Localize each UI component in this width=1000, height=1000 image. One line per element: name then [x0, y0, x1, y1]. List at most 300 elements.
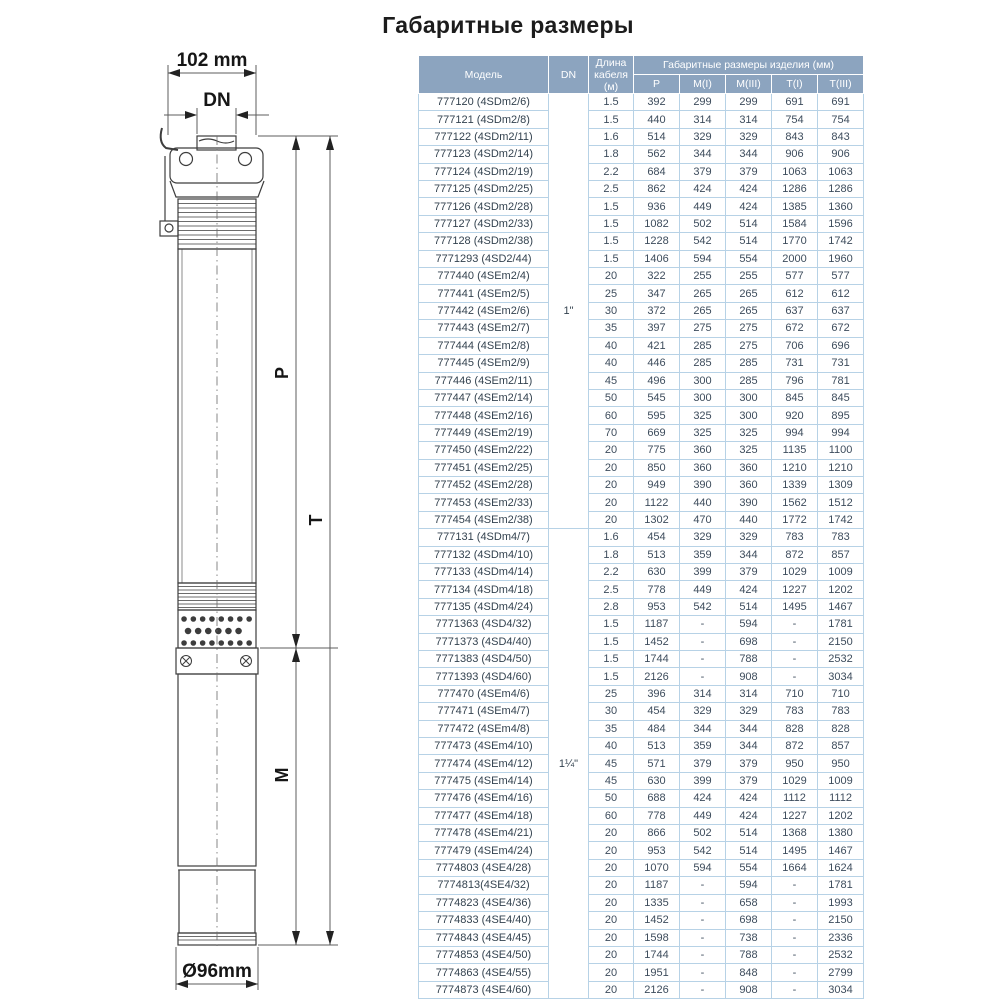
value-cell: -	[680, 633, 726, 650]
value-cell: 850	[634, 459, 680, 476]
table-row	[419, 946, 864, 963]
model-cell: 777441 (4SEm2/5)	[419, 285, 549, 302]
model-cell: 777127 (4SDm2/33)	[419, 215, 549, 232]
model-cell: 7771363 (4SD4/32)	[419, 616, 549, 633]
model-cell: 777120 (4SDm2/6)	[419, 94, 549, 111]
table-row	[419, 685, 864, 702]
table-row	[419, 772, 864, 789]
value-cell: 344	[680, 720, 726, 737]
dimensions-group-header: Габаритные размеры изделия (мм)	[634, 56, 864, 75]
value-cell: 325	[726, 424, 772, 441]
model-cell: 777440 (4SEm2/4)	[419, 268, 549, 285]
value-cell: 1598	[634, 929, 680, 946]
value-cell: 360	[726, 476, 772, 493]
value-cell: 754	[818, 111, 864, 128]
table-row	[419, 355, 864, 372]
value-cell: 1112	[772, 790, 818, 807]
value-cell: 1495	[772, 598, 818, 615]
table-row	[419, 755, 864, 772]
value-cell: 1770	[772, 233, 818, 250]
value-cell: 1.8	[589, 546, 634, 563]
cable-column-header: Длина кабеля (м)	[589, 56, 634, 94]
model-cell: 777446 (4SEm2/11)	[419, 372, 549, 389]
table-row	[419, 529, 864, 546]
value-cell: 440	[680, 494, 726, 511]
model-cell: 777454 (4SEm2/38)	[419, 511, 549, 528]
table-row	[419, 790, 864, 807]
value-cell: 953	[634, 842, 680, 859]
table-row	[419, 163, 864, 180]
model-cell: 777447 (4SEm2/14)	[419, 389, 549, 406]
value-cell: 1.5	[589, 233, 634, 250]
pump-drawing-svg	[118, 38, 390, 1000]
value-cell: 2.5	[589, 181, 634, 198]
dn-dimension-label: DN	[203, 90, 231, 111]
value-cell: 1112	[818, 790, 864, 807]
value-cell: 857	[818, 738, 864, 755]
table-row	[419, 546, 864, 563]
value-cell: 285	[680, 355, 726, 372]
value-cell: -	[772, 929, 818, 946]
value-cell: 637	[772, 302, 818, 319]
value-cell: 390	[680, 476, 726, 493]
value-cell: 843	[818, 128, 864, 145]
t1-column-header: T(I)	[772, 75, 818, 94]
value-cell: 691	[818, 94, 864, 111]
value-cell: 513	[634, 738, 680, 755]
value-cell: 20	[589, 476, 634, 493]
value-cell: 2000	[772, 250, 818, 267]
value-cell: 454	[634, 703, 680, 720]
table-row	[419, 511, 864, 528]
value-cell: 344	[726, 720, 772, 737]
table-row	[419, 494, 864, 511]
value-cell: 1210	[772, 459, 818, 476]
value-cell: 2799	[818, 964, 864, 981]
value-cell: 372	[634, 302, 680, 319]
value-cell: -	[772, 633, 818, 650]
model-cell: 777477 (4SEm4/18)	[419, 807, 549, 824]
value-cell: 513	[634, 546, 680, 563]
model-cell: 777125 (4SDm2/25)	[419, 181, 549, 198]
table-row	[419, 633, 864, 650]
value-cell: 1744	[634, 946, 680, 963]
model-cell: 777473 (4SEm4/10)	[419, 738, 549, 755]
value-cell: 710	[818, 685, 864, 702]
value-cell: 440	[726, 511, 772, 528]
value-cell: 1624	[818, 859, 864, 876]
table-row	[419, 111, 864, 128]
value-cell: 637	[818, 302, 864, 319]
table-row	[419, 128, 864, 145]
value-cell: 299	[680, 94, 726, 111]
value-cell: 20	[589, 825, 634, 842]
value-cell: 1286	[772, 181, 818, 198]
model-cell: 777450 (4SEm2/22)	[419, 442, 549, 459]
value-cell: 783	[772, 703, 818, 720]
model-cell: 777131 (4SDm4/7)	[419, 529, 549, 546]
value-cell: 731	[772, 355, 818, 372]
model-cell: 777124 (4SDm2/19)	[419, 163, 549, 180]
value-cell: 906	[772, 146, 818, 163]
value-cell: 1122	[634, 494, 680, 511]
value-cell: 502	[680, 215, 726, 232]
value-cell: 630	[634, 563, 680, 580]
value-cell: 594	[680, 250, 726, 267]
value-cell: 1228	[634, 233, 680, 250]
value-cell: 359	[680, 738, 726, 755]
value-cell: 325	[726, 442, 772, 459]
value-cell: 788	[726, 946, 772, 963]
value-cell: 502	[680, 825, 726, 842]
pump-diagram	[118, 38, 390, 1000]
table-row	[419, 215, 864, 232]
table-row	[419, 563, 864, 580]
spec-table	[418, 55, 864, 999]
value-cell: 872	[772, 546, 818, 563]
model-cell: 777126 (4SDm2/28)	[419, 198, 549, 215]
value-cell: 45	[589, 772, 634, 789]
table-row	[419, 337, 864, 354]
value-cell: -	[680, 877, 726, 894]
value-cell: -	[772, 946, 818, 963]
value-cell: 669	[634, 424, 680, 441]
value-cell: 449	[680, 807, 726, 824]
value-cell: 1009	[818, 563, 864, 580]
table-row	[419, 877, 864, 894]
value-cell: 1135	[772, 442, 818, 459]
value-cell: 20	[589, 964, 634, 981]
dn-cell: 1"	[549, 94, 589, 529]
value-cell: 299	[726, 94, 772, 111]
value-cell: 545	[634, 389, 680, 406]
table-row	[419, 581, 864, 598]
table-row	[419, 407, 864, 424]
value-cell: 594	[680, 859, 726, 876]
value-cell: 329	[726, 128, 772, 145]
model-cell: 777453 (4SEm2/33)	[419, 494, 549, 511]
model-cell: 777121 (4SDm2/8)	[419, 111, 549, 128]
value-cell: 1495	[772, 842, 818, 859]
model-cell: 777470 (4SEm4/6)	[419, 685, 549, 702]
model-cell: 7774853 (4SE4/50)	[419, 946, 549, 963]
value-cell: 1742	[818, 233, 864, 250]
value-cell: 60	[589, 407, 634, 424]
value-cell: 20	[589, 459, 634, 476]
model-cell: 7771373 (4SD4/40)	[419, 633, 549, 650]
value-cell: 20	[589, 442, 634, 459]
table-row	[419, 703, 864, 720]
value-cell: -	[680, 894, 726, 911]
table-row	[419, 94, 864, 111]
value-cell: 1781	[818, 616, 864, 633]
value-cell: 1562	[772, 494, 818, 511]
value-cell: 2150	[818, 912, 864, 929]
table-row	[419, 738, 864, 755]
value-cell: 285	[726, 355, 772, 372]
value-cell: 2.2	[589, 563, 634, 580]
value-cell: 1360	[818, 198, 864, 215]
value-cell: 70	[589, 424, 634, 441]
value-cell: 1339	[772, 476, 818, 493]
value-cell: 379	[680, 755, 726, 772]
value-cell: 25	[589, 685, 634, 702]
value-cell: 775	[634, 442, 680, 459]
value-cell: 514	[726, 825, 772, 842]
diameter-dimension-label: Ø96mm	[182, 961, 252, 982]
value-cell: 950	[818, 755, 864, 772]
value-cell: 424	[680, 790, 726, 807]
table-row	[419, 372, 864, 389]
value-cell: 2.8	[589, 598, 634, 615]
value-cell: 255	[680, 268, 726, 285]
value-cell: 35	[589, 720, 634, 737]
value-cell: 2532	[818, 946, 864, 963]
value-cell: 2532	[818, 651, 864, 668]
model-cell: 777449 (4SEm2/19)	[419, 424, 549, 441]
value-cell: 300	[726, 389, 772, 406]
value-cell: 684	[634, 163, 680, 180]
value-cell: 20	[589, 511, 634, 528]
value-cell: 1202	[818, 581, 864, 598]
value-cell: 1.5	[589, 668, 634, 685]
value-cell: 285	[726, 372, 772, 389]
model-cell: 777452 (4SEm2/28)	[419, 476, 549, 493]
table-row	[419, 424, 864, 441]
value-cell: 1.5	[589, 616, 634, 633]
model-cell: 777451 (4SEm2/25)	[419, 459, 549, 476]
value-cell: 612	[772, 285, 818, 302]
value-cell: 562	[634, 146, 680, 163]
value-cell: 554	[726, 859, 772, 876]
value-cell: 314	[680, 685, 726, 702]
table-row	[419, 929, 864, 946]
value-cell: 514	[726, 215, 772, 232]
value-cell: 778	[634, 581, 680, 598]
value-cell: 424	[680, 181, 726, 198]
value-cell: 781	[818, 372, 864, 389]
value-cell: 30	[589, 302, 634, 319]
value-cell: 2336	[818, 929, 864, 946]
value-cell: 1467	[818, 598, 864, 615]
value-cell: 344	[726, 546, 772, 563]
value-cell: 3034	[818, 981, 864, 998]
value-cell: 542	[680, 233, 726, 250]
value-cell: 862	[634, 181, 680, 198]
value-cell: 1210	[818, 459, 864, 476]
value-cell: 571	[634, 755, 680, 772]
value-cell: 449	[680, 198, 726, 215]
value-cell: 421	[634, 337, 680, 354]
value-cell: 1227	[772, 807, 818, 824]
model-cell: 777448 (4SEm2/16)	[419, 407, 549, 424]
value-cell: 1029	[772, 563, 818, 580]
value-cell: 696	[818, 337, 864, 354]
value-cell: 1.5	[589, 94, 634, 111]
model-cell: 777443 (4SEm2/7)	[419, 320, 549, 337]
value-cell: 40	[589, 355, 634, 372]
value-cell: 314	[726, 685, 772, 702]
value-cell: -	[772, 912, 818, 929]
value-cell: -	[680, 912, 726, 929]
value-cell: 275	[726, 320, 772, 337]
value-cell: 1302	[634, 511, 680, 528]
value-cell: 1.5	[589, 198, 634, 215]
value-cell: 1100	[818, 442, 864, 459]
value-cell: 577	[818, 268, 864, 285]
value-cell: 2126	[634, 981, 680, 998]
table-row	[419, 720, 864, 737]
table-row	[419, 459, 864, 476]
model-cell: 7774833 (4SE4/40)	[419, 912, 549, 929]
value-cell: -	[680, 946, 726, 963]
table-row	[419, 389, 864, 406]
value-cell: -	[680, 964, 726, 981]
value-cell: 514	[726, 842, 772, 859]
model-cell: 7774823 (4SE4/36)	[419, 894, 549, 911]
value-cell: 936	[634, 198, 680, 215]
model-cell: 7771383 (4SD4/50)	[419, 651, 549, 668]
value-cell: 1.5	[589, 111, 634, 128]
table-row	[419, 981, 864, 998]
value-cell: 845	[772, 389, 818, 406]
value-cell: 379	[726, 772, 772, 789]
value-cell: 1744	[634, 651, 680, 668]
value-cell: 314	[726, 111, 772, 128]
value-cell: 329	[680, 703, 726, 720]
value-cell: 440	[634, 111, 680, 128]
model-cell: 7771393 (4SD4/60)	[419, 668, 549, 685]
model-cell: 777444 (4SEm2/8)	[419, 337, 549, 354]
p-dimension-label: P	[272, 366, 292, 380]
value-cell: 300	[680, 389, 726, 406]
value-cell: 1512	[818, 494, 864, 511]
value-cell: 630	[634, 772, 680, 789]
value-cell: 843	[772, 128, 818, 145]
value-cell: 848	[726, 964, 772, 981]
model-cell: 7771293 (4SD2/44)	[419, 250, 549, 267]
model-cell: 777472 (4SEm4/8)	[419, 720, 549, 737]
table-row	[419, 964, 864, 981]
value-cell: 1.6	[589, 529, 634, 546]
value-cell: 1070	[634, 859, 680, 876]
value-cell: 1467	[818, 842, 864, 859]
value-cell: 1385	[772, 198, 818, 215]
value-cell: 554	[726, 250, 772, 267]
dn-arrow-right-icon	[236, 111, 248, 119]
table-row	[419, 320, 864, 337]
value-cell: 1187	[634, 616, 680, 633]
value-cell: 424	[726, 790, 772, 807]
page-title: Габаритные размеры	[382, 12, 634, 38]
table-row	[419, 807, 864, 824]
value-cell: 1286	[818, 181, 864, 198]
model-cell: 777128 (4SDm2/38)	[419, 233, 549, 250]
value-cell: 577	[772, 268, 818, 285]
value-cell: 360	[680, 442, 726, 459]
model-cell: 777122 (4SDm2/11)	[419, 128, 549, 145]
table-row	[419, 912, 864, 929]
value-cell: 908	[726, 981, 772, 998]
table-row	[419, 894, 864, 911]
t3-column-header: T(III)	[818, 75, 864, 94]
value-cell: 1742	[818, 511, 864, 528]
value-cell: 1202	[818, 807, 864, 824]
model-cell: 7774813(4SE4/32)	[419, 877, 549, 894]
value-cell: 1452	[634, 633, 680, 650]
value-cell: 30	[589, 703, 634, 720]
table-row	[419, 598, 864, 615]
value-cell: 20	[589, 946, 634, 963]
value-cell: 953	[634, 598, 680, 615]
model-cell: 777476 (4SEm4/16)	[419, 790, 549, 807]
model-cell: 7774863 (4SE4/55)	[419, 964, 549, 981]
value-cell: 399	[680, 772, 726, 789]
table-row	[419, 842, 864, 859]
value-cell: 1368	[772, 825, 818, 842]
value-cell: 1187	[634, 877, 680, 894]
value-cell: 446	[634, 355, 680, 372]
model-cell: 777471 (4SEm4/7)	[419, 703, 549, 720]
value-cell: 359	[680, 546, 726, 563]
value-cell: 857	[818, 546, 864, 563]
value-cell: 329	[726, 529, 772, 546]
value-cell: -	[680, 981, 726, 998]
value-cell: 1.5	[589, 250, 634, 267]
value-cell: 1596	[818, 215, 864, 232]
value-cell: 1380	[818, 825, 864, 842]
value-cell: 895	[818, 407, 864, 424]
value-cell: 360	[680, 459, 726, 476]
table-row	[419, 146, 864, 163]
value-cell: 1335	[634, 894, 680, 911]
value-cell: 20	[589, 877, 634, 894]
value-cell: 691	[772, 94, 818, 111]
value-cell: 20	[589, 859, 634, 876]
table-row	[419, 668, 864, 685]
value-cell: 45	[589, 755, 634, 772]
dn-cell: 1¼"	[549, 529, 589, 999]
value-cell: 1772	[772, 511, 818, 528]
table-row	[419, 859, 864, 876]
value-cell: -	[772, 981, 818, 998]
value-cell: 3034	[818, 668, 864, 685]
value-cell: 788	[726, 651, 772, 668]
value-cell: 300	[680, 372, 726, 389]
value-cell: 325	[680, 424, 726, 441]
model-cell: 777478 (4SEm4/21)	[419, 825, 549, 842]
value-cell: 1.6	[589, 128, 634, 145]
value-cell: 688	[634, 790, 680, 807]
value-cell: 1584	[772, 215, 818, 232]
value-cell: 45	[589, 372, 634, 389]
table-row	[419, 651, 864, 668]
t-dimension-label: T	[306, 514, 326, 526]
value-cell: 594	[726, 877, 772, 894]
value-cell: 397	[634, 320, 680, 337]
value-cell: 1309	[818, 476, 864, 493]
model-cell: 777123 (4SDm2/14)	[419, 146, 549, 163]
table-row	[419, 616, 864, 633]
flange-screws	[181, 656, 252, 667]
model-cell: 7774803 (4SE4/28)	[419, 859, 549, 876]
value-cell: 542	[680, 842, 726, 859]
value-cell: 470	[680, 511, 726, 528]
value-cell: 325	[680, 407, 726, 424]
value-cell: 35	[589, 320, 634, 337]
value-cell: -	[680, 668, 726, 685]
value-cell: 920	[772, 407, 818, 424]
